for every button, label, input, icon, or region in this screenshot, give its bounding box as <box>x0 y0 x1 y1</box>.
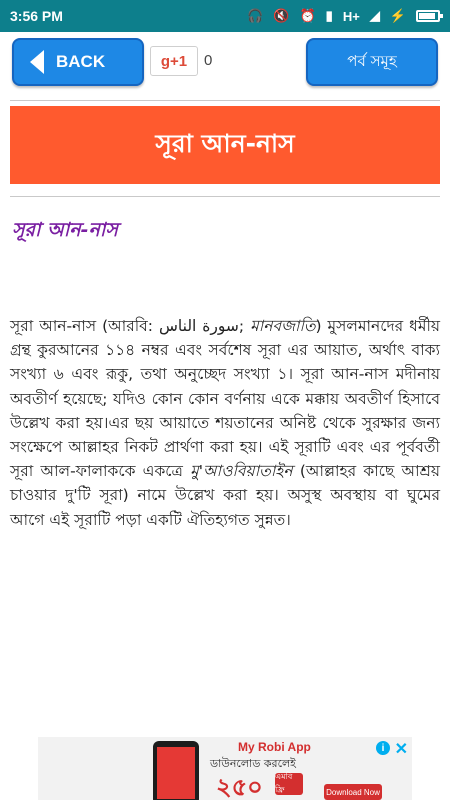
article-body <box>10 314 440 532</box>
article-italic-2: মু'আওবিয়াতাইন <box>190 462 293 481</box>
ad-subtitle: ডাউনলোড করলেই <box>210 757 296 770</box>
google-plus-count: 0 <box>204 52 213 69</box>
episodes-button[interactable] <box>306 38 438 86</box>
status-bar <box>0 0 450 32</box>
ad-app-title: My Robi App <box>238 740 311 754</box>
divider <box>10 100 440 101</box>
article-text-1: সূরা আন-নাস (আরবি: سورة الناس; <box>10 317 251 335</box>
charging-icon: ⚡ <box>389 8 406 23</box>
back-button-label: BACK <box>56 52 106 71</box>
divider <box>10 196 440 197</box>
signal-icon-2: ◢ <box>369 8 380 23</box>
headphones-icon: 🎧 <box>247 8 264 23</box>
back-button[interactable] <box>12 38 144 86</box>
article-text-2: ) মুসলমানদের ধর্মীয় গ্রন্থ কুরআনের ১১৪ নম্বর এবং সর্বশেষ সূরা এর আয়াত, অর্থাৎ বাক্য সংখ্যা ৬ এবং রূকু, তথা অনুচ্ছেদ সংখ্যা ১। সূরা আন-নাস মদীনায় অবতীর্ণ হয়েছে; যদিও কোন কোন বর্ণনায় একে মক্কায় অবতীর্ণ হিসাবে উল্লেখ করা হয়।এর ছয় আয়াতে শয়তানের অনিষ্ট থেকে সুরক্ষার জন্য সংক্ষেপে আল্লাহর নিকট প্রার্থণা করা হয়। এই সূরাটি এবং এর পূর্ববর্তী সূরা আল-ফালাককে একত্রে <box>10 317 441 481</box>
ad-banner[interactable] <box>38 737 412 800</box>
section-heading: সূরা আন-নাস <box>12 219 118 241</box>
google-plus-one-button[interactable] <box>150 46 198 76</box>
status-icons <box>247 8 440 24</box>
status-time: 3:56 PM <box>10 8 63 24</box>
network-type: H+ <box>342 8 360 24</box>
ad-phone-image <box>153 741 199 800</box>
page-title-text: সূরা আন-নাস <box>155 128 295 158</box>
episodes-button-label: পর্ব সমূহ <box>347 51 397 70</box>
google-plus-icon: g <box>160 52 171 70</box>
article-italic-1: মানবজাতি <box>250 317 316 335</box>
signal-icon: ▮ <box>325 8 333 23</box>
ad-offer-amount: ২৫০ <box>216 773 263 800</box>
page-title <box>10 106 440 184</box>
alarm-icon: ⏰ <box>299 8 316 23</box>
back-arrow-icon <box>30 50 44 74</box>
ad-offer-tag: এমবি ফ্রি <box>275 773 303 795</box>
mute-icon: 🔇 <box>273 8 290 23</box>
battery-icon <box>416 10 440 22</box>
battery-level <box>419 13 435 19</box>
ad-close-icon[interactable]: ✕ <box>394 741 408 758</box>
toolbar <box>0 32 450 92</box>
ad-info-icon[interactable]: i <box>376 741 390 755</box>
article-text-3: (আল্লাহর কাছে আশ্রয় চাওয়ার দু'টি সূরা) নামে উল্লেখ করা হয়। অসুস্থ অবস্থায় বা ঘুমের আগে এই সূরাটি পড়া একটি ঐতিহ্যগত সুন্নত। <box>10 462 440 529</box>
ad-download-button[interactable]: Download Now <box>324 784 382 800</box>
ad-phone-screen <box>157 747 195 799</box>
google-plus-label: +1 <box>170 52 188 70</box>
